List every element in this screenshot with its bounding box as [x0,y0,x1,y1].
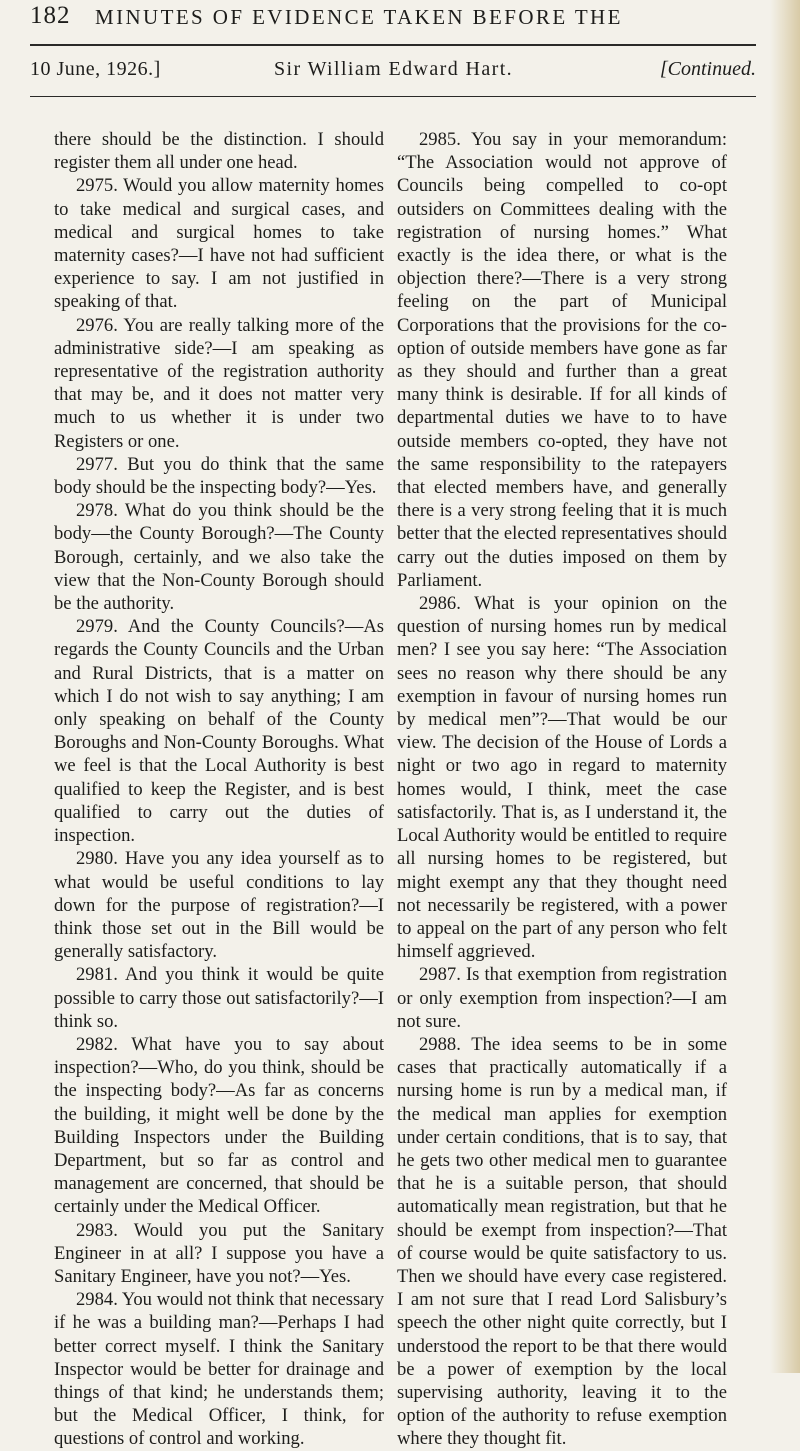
right-column [397,128,727,1451]
paragraph: 2982. What have you to say about inspection?—Who, do you think, should be the inspecting body?—As far as concerns the building, it might well be done by the Building Inspectors under the Building Department, but so far as control and management are concerned, that should be certainly under the Medical Officer. [54,1033,384,1218]
paragraph: 2984. You would not think that necessary if he was a building man?—Perhaps I had better correct myself. I think the Sanitary Inspector would be better for drainage and things of that kind; he understands them; but the Medical Officer, I think, for questions of control and working. [54,1289,384,1450]
paragraph: 2987. Is that exemption from registration or only exemption from inspection?—I am not sure. [397,964,727,1032]
paragraph: there should be the distinction. I should register them all under one head. [54,129,384,174]
page-number: 182 [30,2,71,29]
paragraph: 2988. The idea seems to be in some cases that practically automatically if a nursing home is run by a medical man, if the medical man applies for exemption under certain conditions, that is to say, that he gets two other medical men to guarantee that he is a suitable person, that should automatically mean registration, but that he should be exempt from inspection?—That of course would be quite satisfactory to us. Then we should have every case registered. I am not sure that I read Lord Salisbury’s speech the other night quite correctly, but I understood the report to be that there would be a power of exemption by the local supervising authority, leaving it to the option of the authority to refuse exemption where they thought fit. [397,1033,727,1450]
continued-label: [Continued. [659,58,756,80]
running-title: MINUTES OF EVIDENCE TAKEN BEFORE THE [95,5,623,29]
header-rule-bottom [30,96,756,97]
left-column [54,128,384,1451]
paragraph: 2975. Would you allow maternity homes to take medical and surgical cases, and medical and surgical homes to take maternity cases?—I have not had sufficient experience to say. I am not justified in speaking of that. [54,175,384,313]
sub-header [30,55,756,85]
paragraph: 2986. What is your opinion on the question of nursing homes run by medical men? I see you say here: “The Association sees no reason why there should be any exemption in favour of nursing homes run by medical men”?—That would be our view. The decision of the House of Lords a night or two ago in regard to maternity homes would, I think, meet the case satisfactorily. That is, as I understand it, the Local Authority would be entitled to require all nursing homes to be registered, but might exempt any that they thought need not necessarily be registered, with a power to appeal on the part of any person who felt himself aggrieved. [397,593,727,963]
paragraph: 2985. You say in your memorandum: “The Association would not approve of Councils being compelled to co-opt outsiders on Committees dealing with the registration of nursing homes.” What exactly is the idea there, or what is the objection there?—There is a very strong feeling on the part of Municipal Corporations that the provisions for the co-option of outside members have gone as far as they should and further than a great many think is desirable. If for all kinds of departmental duties we have to to have outside members co-opted, they have not the same responsibility to the ratepayers that elected members have, and generally there is a very strong feeling that it is much better that the elected representatives should carry out the duties imposed on them by Parliament. [397,129,727,591]
paragraph: 2978. What do you think should be the body—the County Borough?—The County Borough, certainly, and we also take the view that the Non-County Borough should be the authority. [54,500,384,615]
paragraph: 2976. You are really talking more of the administrative side?—I am speaking as representative of the registration authority that may be, and it does not matter very much to us whether it is under two Registers or one. [54,314,384,452]
session-date: 10 June, 1926.] [30,58,161,80]
paragraph: 2979. And the County Councils?—As regards the County Councils and the Urban and Rural Districts, that is a matter on which I do not wish to say anything; I am only speaking on behalf of the County Boroughs and Non-County Boroughs. What we feel is that the Local Authority is best qualified to keep the Register, and is best qualified to carry out the duties of inspection. [54,616,384,847]
witness-name: Sir William Edward Hart. [274,58,514,80]
running-header [30,2,755,32]
header-rule-top [30,44,756,46]
paragraph: 2981. And you think it would be quite possible to carry those out satisfactorily?—I think so. [54,964,384,1032]
paragraph: 2977. But you do think that the same body should be the inspecting body?—Yes. [54,453,384,499]
paragraph: 2983. Would you put the Sanitary Engineer in at all? I suppose you have a Sanitary Engineer, have you not?—Yes. [54,1219,384,1287]
page-edge [770,0,800,1373]
paragraph: 2980. Have you any idea yourself as to what would be useful conditions to lay down for the purpose of registration?—I think those set out in the Bill would be generally satisfactory. [54,848,384,963]
